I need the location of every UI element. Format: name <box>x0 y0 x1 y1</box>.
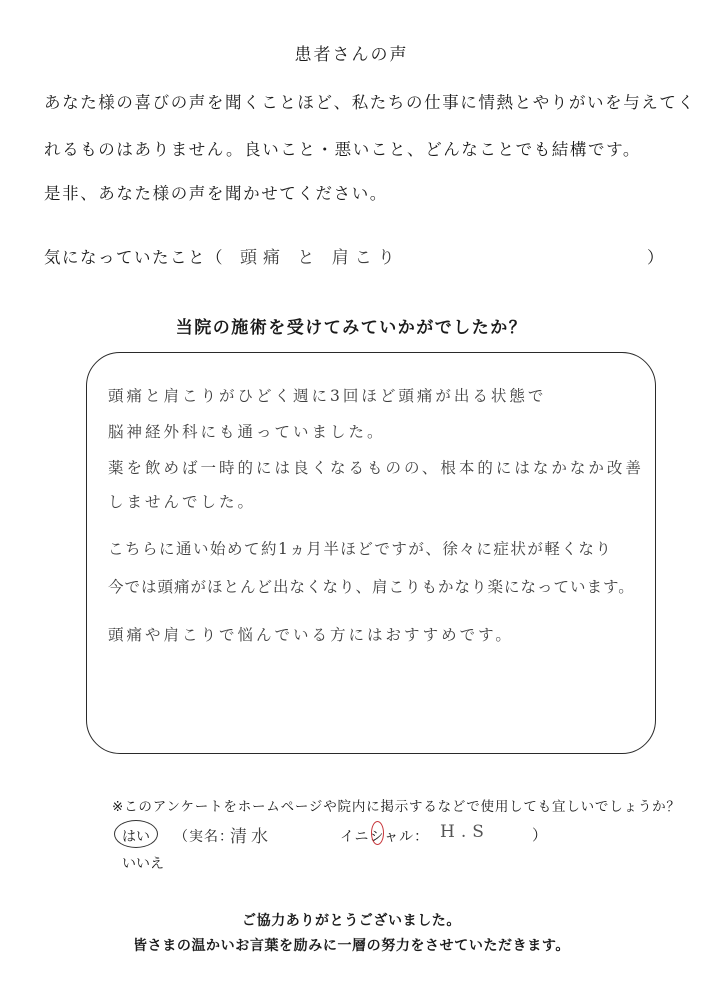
intro-line-3: 是非、あなた様の声を聞かせてください。 <box>44 184 388 203</box>
consent-no-option[interactable]: いいえ <box>122 856 164 872</box>
answer-line-3: 薬を飲めば一時的には良くなるものの、根本的にはなかなか改善 <box>108 459 644 477</box>
intro-line-2: れるものはありません。良いこと・悪いこと、どんなことでも結構です。 <box>44 140 641 159</box>
answer-line-6: 今では頭痛がほとんど出なくなり、肩こりもかなり楽になっています。 <box>108 578 635 596</box>
realname-handwritten: 清水 <box>230 827 272 847</box>
initial-red-circle-mark <box>371 821 384 845</box>
answer-line-1: 頭痛と肩こりがひどく週に3回ほど頭痛が出る状態で <box>108 387 547 405</box>
realname-label: （実名： <box>174 829 234 845</box>
consent-close-paren: ） <box>532 826 548 844</box>
concern-label: 気になっていたこと（ <box>44 248 224 267</box>
initial-label: イニシャル： <box>340 829 430 845</box>
initial-handwritten: H.S <box>440 822 490 842</box>
consent-yes-option[interactable]: はい <box>122 829 150 845</box>
intro-line-1: あなた様の喜びの声を聞くことほど、私たちの仕事に情熱とやりがいを与えてく <box>44 93 696 112</box>
answer-line-7: 頭痛や肩こりで悩んでいる方にはおすすめです。 <box>108 626 514 644</box>
answer-line-4: しませんでした。 <box>108 493 257 511</box>
thanks-line-2: 皆さまの温かいお言葉を励みに一層の努力をさせていただきます。 <box>133 938 570 954</box>
feedback-question: 当院の施術を受けてみていかがでしたか？ <box>175 318 528 338</box>
thanks-line-1: ご協力ありがとうございました。 <box>242 913 461 929</box>
concern-handwritten-answer: 頭痛 と 肩こり <box>240 248 401 268</box>
consent-question: ※このアンケートをホームページや院内に掲示するなどで使用しても宜しいでしょうか？ <box>112 799 681 815</box>
answer-line-2: 脳神経外科にも通っていました。 <box>108 423 386 441</box>
concern-close-paren: ） <box>647 248 664 267</box>
page-title: 患者さんの声 <box>294 45 409 65</box>
answer-line-5: こちらに通い始めて約1ヵ月半ほどですが、徐々に症状が軽くなり <box>108 540 613 558</box>
